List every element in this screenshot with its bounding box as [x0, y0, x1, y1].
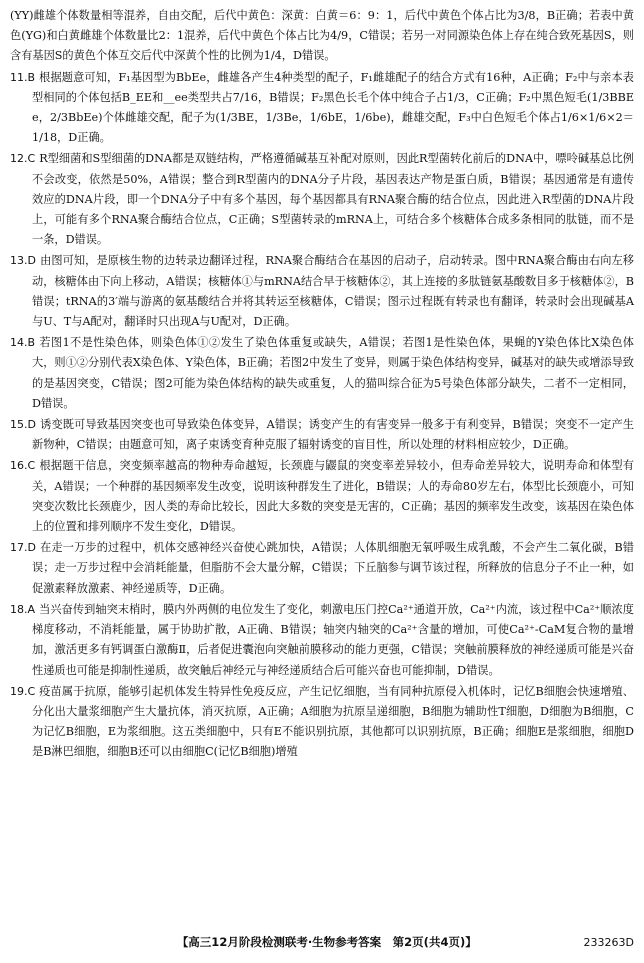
answer-list [10, 68, 634, 763]
question-number: 14. [10, 336, 28, 350]
question-number: 11. [10, 70, 28, 84]
answer-letter: D [27, 418, 36, 432]
explanation-text: 根据题意可知，F₁基因型为BbEe，雌雄各产生4种类型的配子，F₁雌雄配子的结合方式有16种，A正确；F₂中与亲本表型相同的个体包括B_EE和__ee类型共占7/16，B错误；F₂黑色长毛个体中纯合子占1/3，C正确；F₂中黑色短毛(1/3BBEe，2/3BbEe)个体雌雄交配，配子为(1/3BE，1/3Be，1/6bE，1/6be)，雌雄交配，F₃中白色短毛个体占1/6×1/6×2＝1/18，D正确。 [32, 70, 634, 145]
explanation-text: 若图1不是性染色体，则染色体①②发生了染色体重复或缺失，A错误；若图1是性染色体，果蝇的Y染色体比X染色体大，则①②分别代表X染色体、Y染色体，B正确；若图2中发生了变异，则属于染色体结构变异，碱基对的缺失或增添导致的是基因突变，C错误；图2可能为染色体结构的缺失或重复，人的猫叫综合征为5号染色体部分缺失，二者不一定相同，D错误。 [32, 336, 634, 410]
explanation-text: 根据题干信息，突变频率越高的物种寿命越短，长颈鹿与鼹鼠的突变率差异较小，但寿命差异较大，说明寿命和体型有关，A错误；一个种群的基因频率发生改变，说明该种群发生了进化，B错误；人的寿命80岁左右，体型比长颈鹿小，可知突变次数比长颈鹿少，因人类的寿命比较长，因此大多数的突变是无害的，C正确；基因的频率发生改变，该基因在染色体上的位置和排列顺序不发生变化，D错误。 [32, 459, 634, 534]
explanation-text: 由图可知，是原核生物的边转录边翻译过程，RNA聚合酶结合在基因的启动子，启动转录。图中RNA聚合酶由右向左移动，核糖体由下向上移动，A错误；核糖体①与mRNA结合早于核糖体②，其上连接的多肽链氨基酸数目多于核糖体②，B错误；tRNA的3′端与游离的氨基酸结合并将其转运至核糖体，C错误；图示过程既有转录也有翻译，转录时会出现碱基A与U、T与A配对，翻译时只出现A与U配对，D正确。 [32, 254, 634, 329]
continuation-paragraph: (YY)雌雄个体数量相等混养，自由交配，后代中黄色：深黄：白黄＝6：9：1，后代中黄色个体占比为3/8，B正确；若表中黄色(YG)和白黄雌雄个体数量比2：1混养，后代中黄色个体占比为4/9，C错误；若另一对同源染色体上存在纯合致死基因S，则含有基因S的黄色个体互交后代中深黄个性的比例为1/4，D错误。 [10, 9, 634, 63]
explanation-text: 疫苗属于抗原，能够引起机体发生特异性免疫反应，产生记忆细胞，当有同种抗原侵入机体时，记忆B细胞会快速增殖、分化出大量浆细胞产生大量抗体，消灭抗原，A正确；A细胞为抗原呈递细胞，B细胞为辅助性T细胞，D细胞为B细胞，C为记忆B细胞，E为浆细胞。这五类细胞中，只有E不能识别抗原，其他都可以识别抗原，B正确；细胞E是浆细胞，细胞D是B淋巴细胞，细胞B还可以由细胞C(记忆B细胞)增殖 [32, 684, 634, 759]
answer-letter: C [27, 459, 36, 473]
explanation-text: R型细菌和S型细菌的DNA都是双链结构，严格遵循碱基互补配对原则，因此R型菌转化前后的DNA中，嘌呤碱基总比例不会改变，依然是50%，A错误；整合到R型菌内的DNA分子片段，基因表达产物是蛋白质，B错误；基因通常是有遗传效应的DNA片段，即一个DNA分子中有多个基因，每个基因都具有RNA聚合酶的结合位点，因此进入R型菌的DNA片段上，可能有多个RNA聚合酶结合位点，C正确；S型菌转录的mRNA上，可结合多个核糖体合成多条相同的肽链，而不是一条，D错误。 [32, 152, 634, 247]
answer-item [10, 538, 634, 599]
question-number: 13. [10, 254, 28, 268]
answer-item [10, 415, 634, 455]
question-number: 15. [10, 418, 28, 432]
answer-item [10, 456, 634, 537]
answer-item [10, 682, 634, 763]
answer-letter: B [27, 336, 36, 350]
answer-item [10, 251, 634, 332]
explanation-text: 当兴奋传到轴突末梢时，膜内外两侧的电位发生了变化，刺激电压门控Ca²⁺通道开放，Ca²⁺内流，该过程中Ca²⁺顺浓度梯度移动，不消耗能量，属于协助扩散，A正确、B错误；轴突内轴突的Ca²⁺含量的增加，可使Ca²⁺-CaM复合物的量增加，激活更多有钙调蛋白激酶Ⅱ，后者促进囊泡向突触前膜移动的能力更强，C错误；突触前膜释放的神经递质可能是兴奋性递质也可能是抑制性递质，故突触后神经元与神经递质结合后可能兴奋也可能抑制，D错误。 [32, 602, 634, 677]
question-number: 18. [10, 602, 28, 616]
question-number: 16. [10, 459, 28, 473]
answer-item [10, 149, 634, 250]
answer-item [10, 333, 634, 414]
page-footer [10, 934, 634, 950]
question-number: 19. [10, 684, 28, 698]
answer-letter: D [27, 541, 36, 555]
explanation-text: 在走一万步的过程中，机体交感神经兴奋使心跳加快，A错误；人体肌细胞无氧呼吸生成乳酸，不会产生二氧化碳，B错误；走一万步过程中会消耗能量，但脂肪不会大量分解，C错误；下丘脑参与调节该过程，所释放的信息分子不止一种，如促激素释放激素、神经递质等，D正确。 [32, 541, 634, 595]
answer-item [10, 68, 634, 149]
footer-code: 233263D [583, 935, 634, 949]
explanation-text: 诱变既可导致基因突变也可导致染色体变异，A错误；诱变产生的有害变异一般多于有利变异，B错误；突变不一定产生新物种，C错误；由题意可知，离子束诱变育种克服了辐射诱变的盲目性，所以处理的材料相应较少，D正确。 [32, 418, 634, 452]
answer-letter: A [27, 602, 36, 616]
answer-letter: C [27, 684, 36, 698]
footer-title: 【高三12月阶段检测联考·生物参考答案 第2页(共4页)】 [176, 935, 477, 949]
question-number: 12. [10, 152, 28, 166]
question-number: 17. [10, 541, 28, 555]
answer-letter: C [27, 152, 36, 166]
answer-letter: D [27, 254, 36, 268]
answer-letter: B [27, 70, 36, 84]
answer-item [10, 600, 634, 681]
